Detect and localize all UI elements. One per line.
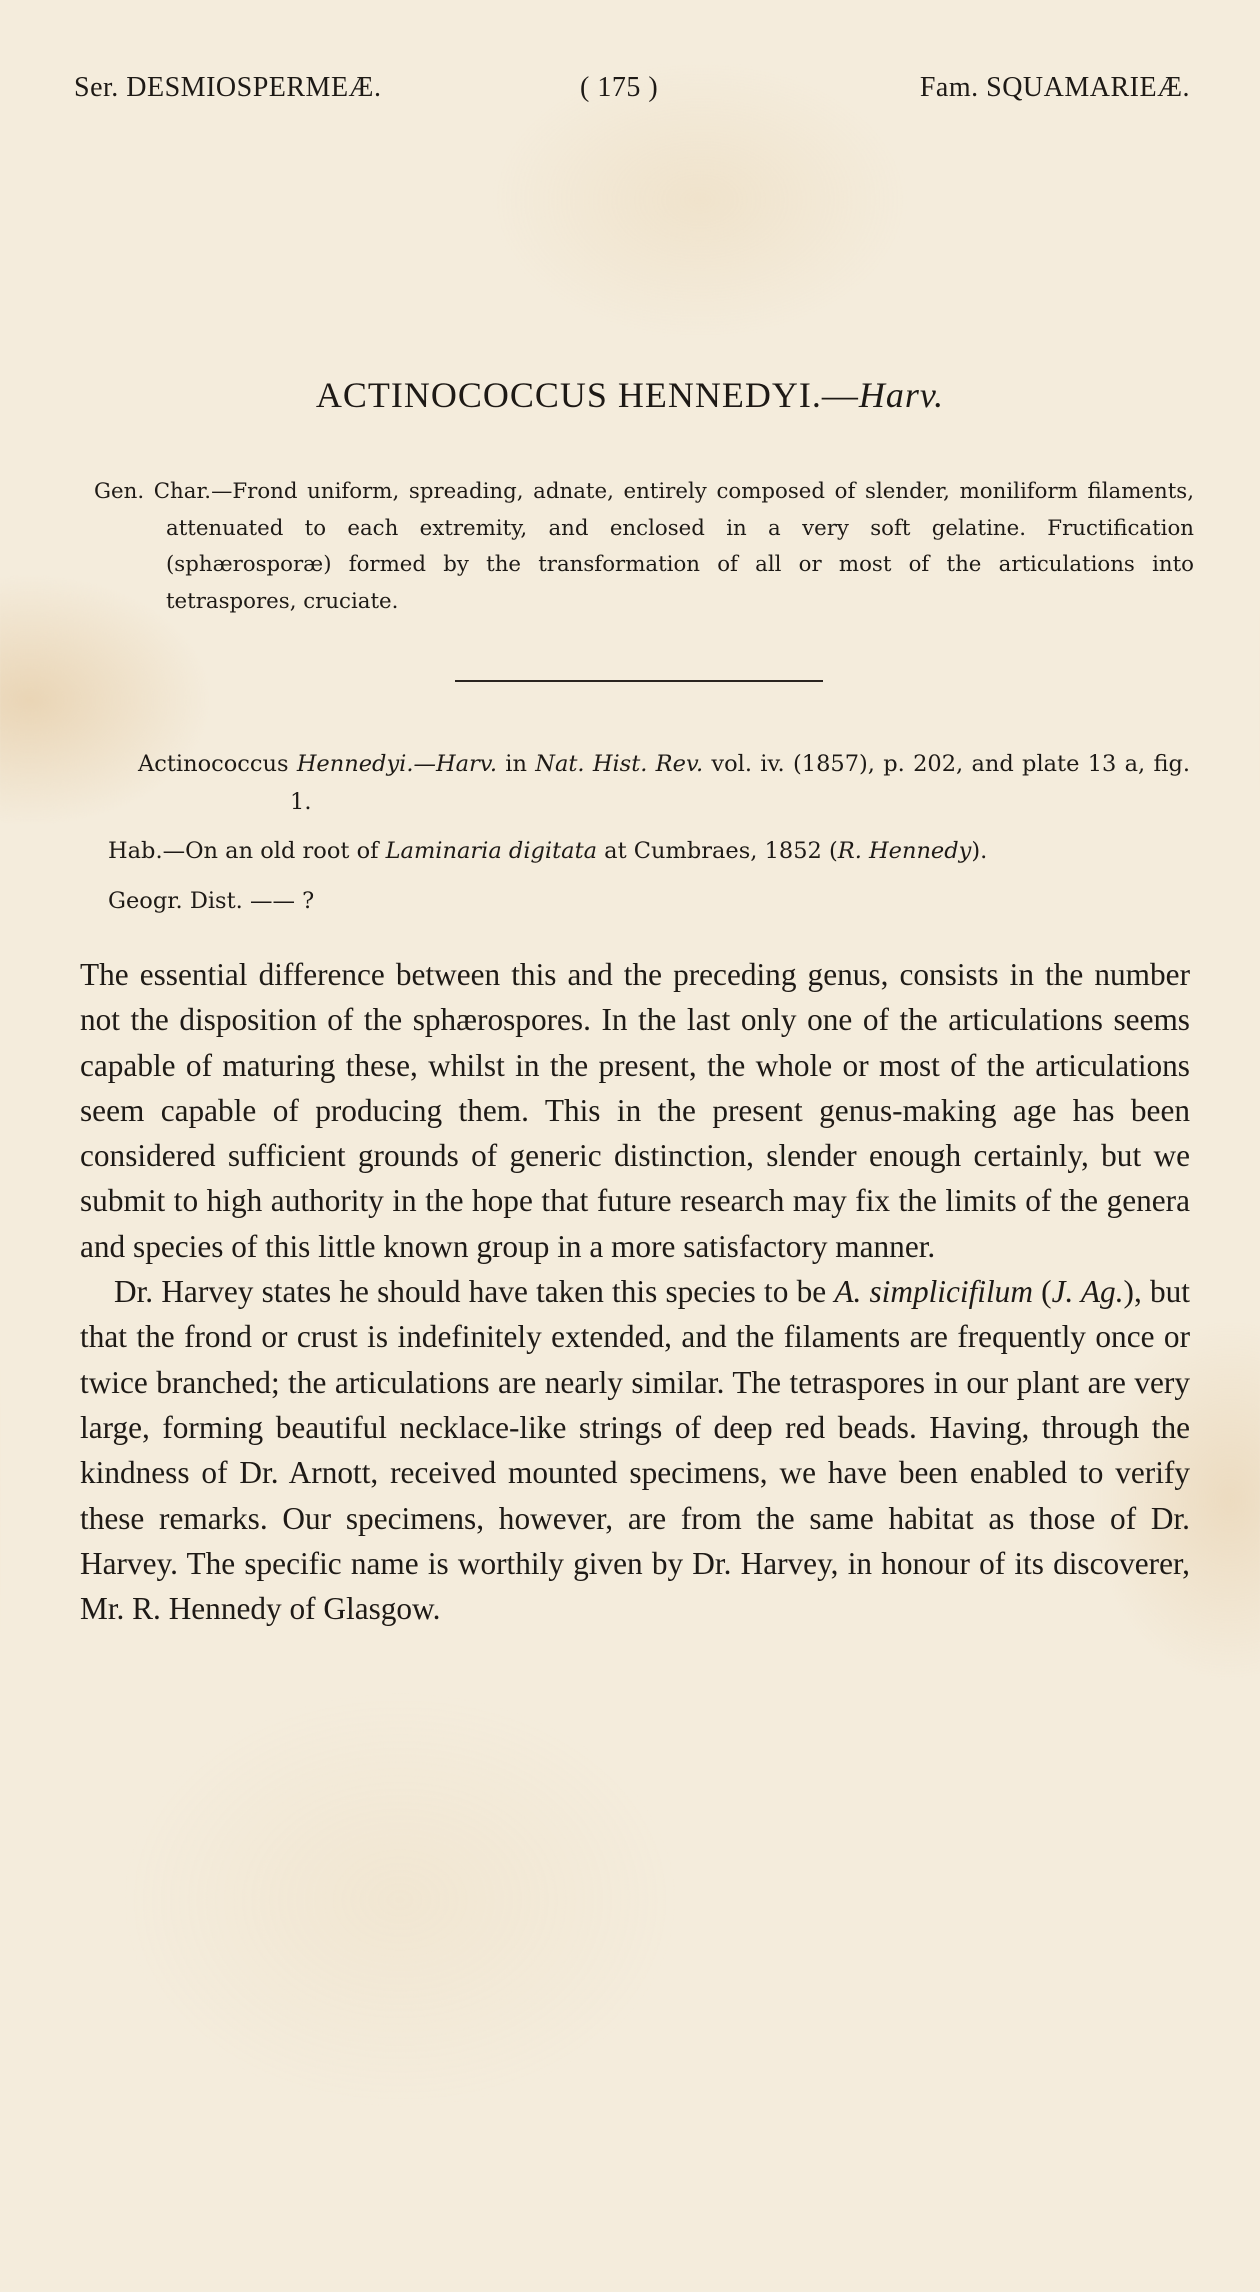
synonymy-genus: Actinococcus xyxy=(138,751,289,777)
species-name: ACTINOCOCCUS HENNEDYI.— xyxy=(315,375,859,415)
page-number: ( 175 ) xyxy=(580,72,659,103)
generic-character-text: —Frond uniform, spreading, adnate, entirely composed of slender, moniliform filaments, attenuated to each extremity, and enclosed in a very soft gelatine. Fructification (sphærosporæ) formed by the transformation of all or most of the articulations into tetraspores, cruciate. xyxy=(166,479,1194,614)
habitat-host: Laminaria digitata xyxy=(385,838,598,864)
series-label-prefix: Ser xyxy=(74,72,112,103)
running-header-family xyxy=(920,72,1190,104)
distribution-label: Geogr. Dist. xyxy=(108,888,243,914)
body-text xyxy=(80,952,1190,1631)
habitat-entry xyxy=(108,832,1260,870)
synonymy-in: in xyxy=(497,751,536,777)
running-header-series xyxy=(74,72,381,104)
generic-character xyxy=(94,474,1194,620)
synonymy-journal: Nat. Hist. Rev. xyxy=(535,751,704,777)
section-divider xyxy=(455,680,823,682)
habitat-text-after: ). xyxy=(971,838,988,864)
species-author: Harv. xyxy=(858,375,945,415)
distribution-entry xyxy=(108,882,1260,920)
paragraph-2-authority: J. Ag. xyxy=(1051,1274,1124,1310)
habitat-text-before: —On an old root of xyxy=(162,838,386,864)
habitat-label: Hab. xyxy=(108,838,163,864)
paragraph-2-part-c: ), but that the frond or crust is indefinitely extended, and the filaments are frequently once or twice branched; the articulations are nearly similar. The tetraspores in our plant are very large, forming beautiful necklace-like strings of deep red beads. Having, through the kindness of Dr. Arnott, received mounted specimens, we have been enabled to verify these remarks. Our specimens, however, are from the same habitat as those of Dr. Harvey. The specific name is worthily given by Dr. Harvey, in honour of its discoverer, Mr. R. Hennedy of Glasgow. xyxy=(80,1274,1190,1627)
distribution-text: —— ? xyxy=(242,888,315,914)
synonymy-entry xyxy=(138,745,1190,821)
species-title xyxy=(0,374,1260,416)
habitat-text-middle: at Cumbraes, 1852 ( xyxy=(597,838,838,864)
synonymy-species: Hennedyi.—Harv. xyxy=(296,751,497,777)
paragraph-2-part-b: ( xyxy=(1032,1274,1052,1310)
series-label: . DESMIOSPERMEÆ. xyxy=(111,72,382,103)
generic-character-label: Gen. Char. xyxy=(94,479,212,504)
paragraph-1: The essential difference between this and the preceding genus, consists in the number not the disposition of the sphærospores. In the last only one of the articulations seems capable of maturing these, whilst in the present, the whole or most of the articulations seem capable of producing them. This in the present genus-making age has been considered sufficient grounds of generic distinction, slender enough certainly, but we submit to high authority in the hope that future research may fix the limits of the genera and species of this little known group in a more satisfactory manner. xyxy=(80,957,1190,1264)
paragraph-2 xyxy=(80,1269,1190,1631)
habitat-collector: R. Hennedy xyxy=(837,838,972,864)
family-label: . SQUAMARIEÆ. xyxy=(971,72,1190,103)
synonymy-citation: vol. iv. (1857), p. 202, and plate 13 a, fig. 1. xyxy=(290,751,1191,815)
paragraph-2-species: A. simplicifilum xyxy=(834,1274,1033,1310)
paragraph-2-part-a: Dr. Harvey states he should have taken this species to be xyxy=(114,1274,835,1310)
family-label-prefix: Fam xyxy=(919,72,972,103)
